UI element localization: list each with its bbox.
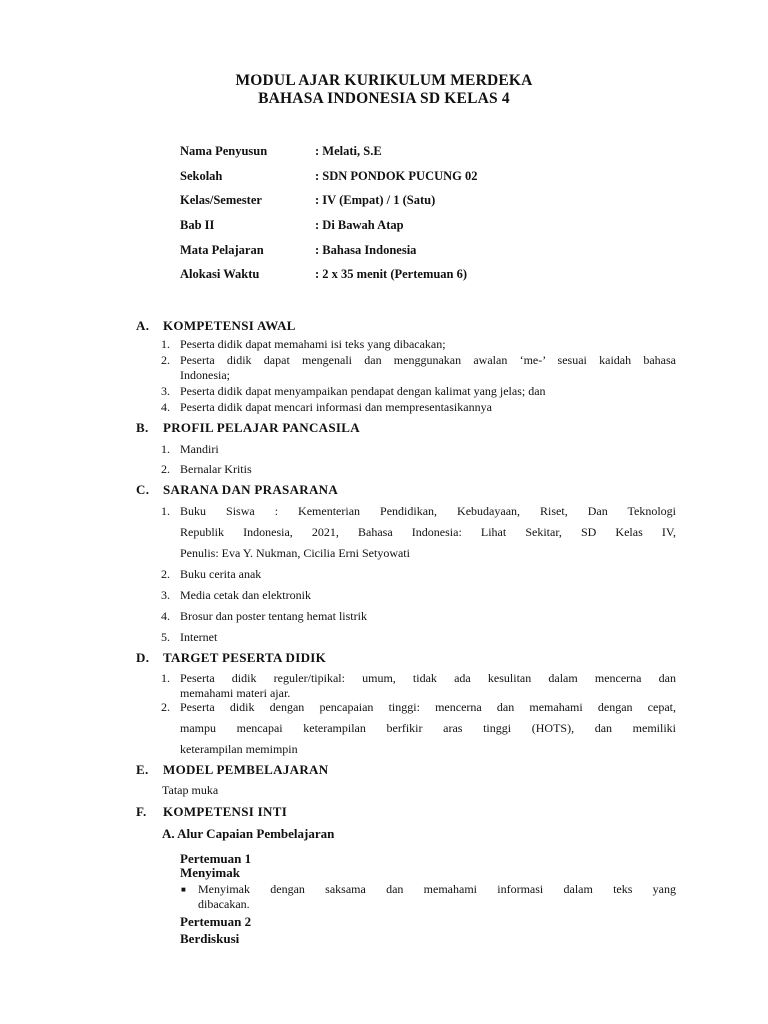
list-item: Peserta didik dapat memahami isi teks yang dibacakan;: [180, 337, 446, 351]
identity-value-time: : 2 x 35 menit (Pertemuan 6): [315, 267, 468, 281]
identity-value-subject: : Bahasa Indonesia: [315, 243, 417, 257]
identity-value-chapter: : Di Bawah Atap: [315, 218, 404, 232]
list-item-continuation: Republik Indonesia, 2021, Bahasa Indonesia: Lihat Sekitar, SD Kelas IV,: [180, 525, 676, 539]
activity-heading-2: Berdiskusi: [180, 931, 240, 946]
section-b-heading: [136, 420, 360, 436]
list-item: Media cetak dan elektronik: [180, 588, 311, 602]
section-a-title: KOMPETENSI AWAL: [163, 318, 296, 333]
list-number: 3.: [161, 588, 170, 602]
document-title-line2: BAHASA INDONESIA SD KELAS 4: [258, 90, 510, 107]
list-item-continuation: Indonesia;: [180, 368, 230, 382]
identity-label-subject: Mata Pelajaran: [180, 243, 264, 257]
list-number: 1.: [161, 442, 170, 456]
list-item: Buku cerita anak: [180, 567, 262, 581]
activity-heading-1: Menyimak: [180, 865, 240, 880]
section-c-title: SARANA DAN PRASARANA: [163, 482, 339, 497]
meeting-heading-2: Pertemuan 2: [180, 914, 252, 929]
identity-value-school: : SDN PONDOK PUCUNG 02: [315, 169, 478, 183]
list-number: 4.: [161, 400, 170, 414]
section-c-heading: [136, 482, 338, 498]
list-item: Bernalar Kritis: [180, 462, 252, 476]
section-d-heading: [136, 650, 326, 666]
list-item: Buku Siswa : Kementerian Pendidikan, Kebudayaan, Riset, Dan Teknologi: [180, 504, 676, 518]
identity-label-class: Kelas/Semester: [180, 193, 262, 207]
list-item: Brosur dan poster tentang hemat listrik: [180, 609, 367, 623]
section-c-letter: C.: [136, 482, 150, 497]
section-e-text: Tatap muka: [162, 783, 219, 797]
list-item-continuation: keterampilan memimpin: [180, 742, 298, 756]
list-number: 2.: [161, 700, 170, 714]
section-d-title: TARGET PESERTA DIDIK: [163, 650, 327, 665]
list-item: Peserta didik dapat menyampaikan pendapat dengan kalimat yang jelas; dan: [180, 384, 546, 398]
list-number: 5.: [161, 630, 170, 644]
list-number: 3.: [161, 384, 170, 398]
section-f-heading: [136, 804, 287, 820]
list-number: 2.: [161, 567, 170, 581]
section-a-heading: [136, 318, 296, 334]
section-e-title: MODEL PEMBELAJARAN: [163, 762, 329, 777]
bullet-text: Menyimak dengan saksama dan memahami informasi dalam teks yang: [198, 882, 676, 896]
list-item-continuation: Penulis: Eva Y. Nukman, Cicilia Erni Setyowati: [180, 546, 410, 560]
list-item: Peserta didik dapat mencari informasi dan mempresentasikannya: [180, 400, 492, 414]
list-item: Mandiri: [180, 442, 219, 456]
section-b-title: PROFIL PELAJAR PANCASILA: [163, 420, 360, 435]
section-f-title: KOMPETENSI INTI: [163, 804, 288, 819]
identity-label-time: Alokasi Waktu: [180, 267, 260, 281]
list-number: 1.: [161, 671, 170, 685]
identity-label-school: Sekolah: [180, 169, 223, 183]
list-number: 2.: [161, 353, 170, 367]
list-number: 1.: [161, 504, 170, 518]
identity-label-author: Nama Penyusun: [180, 144, 268, 158]
list-item-continuation: mampu mencapai keterampilan berfikir aras tinggi (HOTS), dan memiliki: [180, 721, 676, 735]
document-title-line1: MODUL AJAR KURIKULUM MERDEKA: [235, 72, 533, 89]
identity-value-author: : Melati, S.E: [315, 144, 382, 158]
section-e-letter: E.: [136, 762, 149, 777]
list-item: Internet: [180, 630, 218, 644]
list-item: Peserta didik reguler/tipikal: umum, tidak ada kesulitan dalam mencerna dan: [180, 671, 676, 685]
section-e-heading: [136, 762, 328, 778]
section-d-letter: D.: [136, 650, 150, 665]
identity-label-chapter: Bab II: [180, 218, 215, 232]
list-number: 4.: [161, 609, 170, 623]
list-item: Peserta didik dengan pencapaian tinggi: mencerna dan memahami dengan cepat,: [180, 700, 676, 714]
subsection-heading: A. Alur Capaian Pembelajaran: [162, 826, 335, 841]
bullet-text-continuation: dibacakan.: [198, 897, 250, 911]
list-item-continuation: memahami materi ajar.: [180, 686, 291, 700]
meeting-heading-1: Pertemuan 1: [180, 851, 252, 866]
list-number: 1.: [161, 337, 170, 351]
section-f-letter: F.: [136, 804, 147, 819]
identity-value-class: : IV (Empat) / 1 (Satu): [315, 193, 436, 207]
section-a-letter: A.: [136, 318, 150, 333]
section-b-letter: B.: [136, 420, 149, 435]
list-number: 2.: [161, 462, 170, 476]
list-item: Peserta didik dapat mengenali dan menggunakan awalan ‘me-’ sesuai kaidah bahasa: [180, 353, 676, 367]
square-bullet-icon: ■: [181, 885, 186, 894]
